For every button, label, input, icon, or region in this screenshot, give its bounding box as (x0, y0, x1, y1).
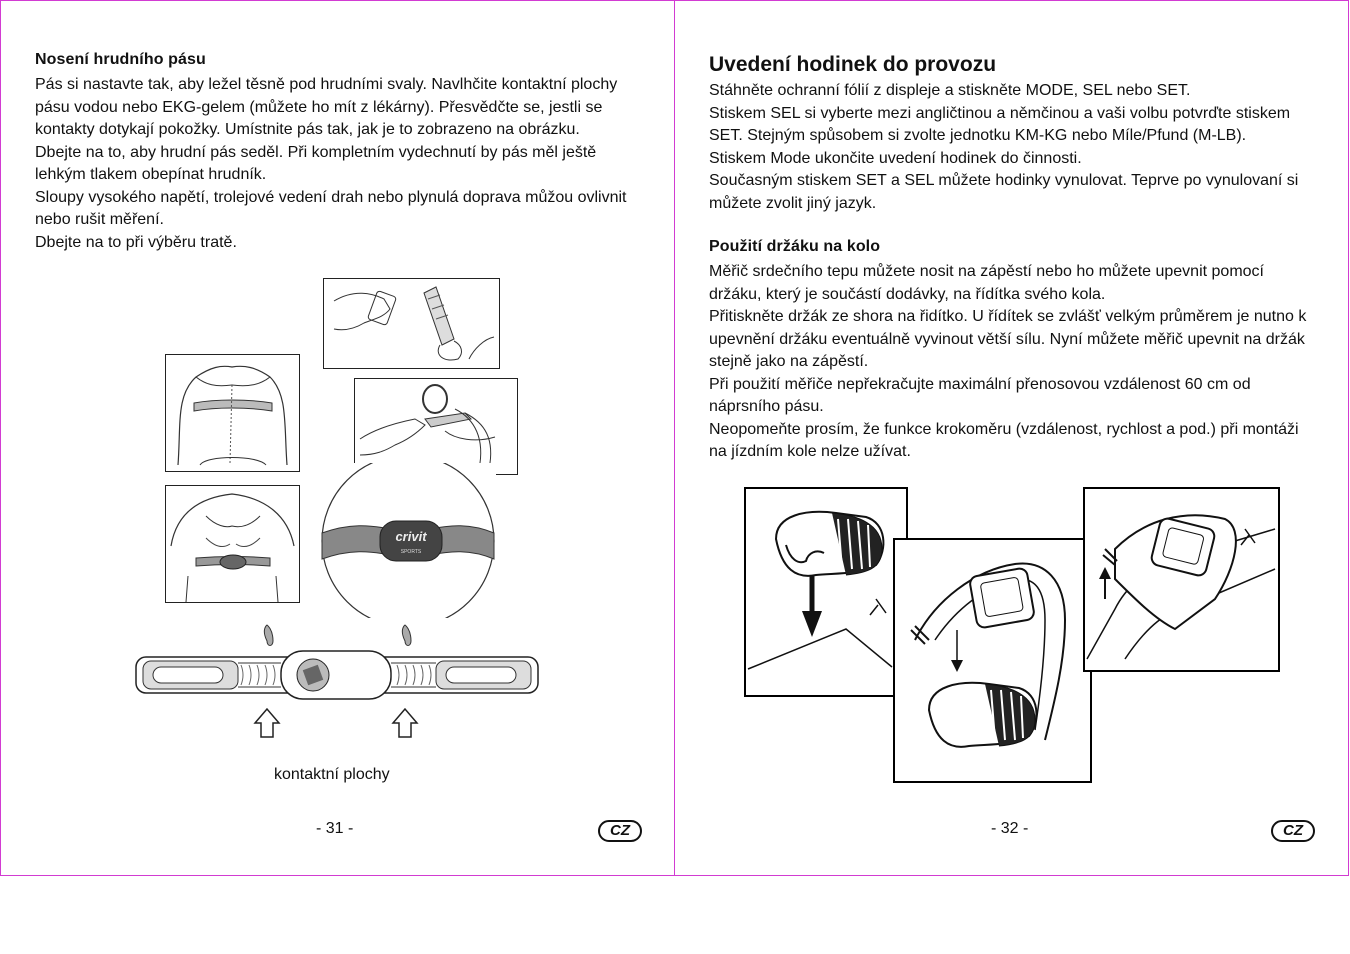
paragraph: Stiskem Mode ukončite uvedení hodinek do činnosti. (709, 149, 1082, 167)
figure-strap-closeup (320, 463, 496, 618)
left-subheading: Nosení hrudního pásu (35, 51, 206, 68)
strap-brand-sub: SPORTS (400, 549, 422, 555)
language-badge: CZ (1271, 820, 1315, 842)
section-heading: Uvedení hodinek do provozu (709, 53, 997, 76)
arrow-up-icon (255, 709, 279, 737)
paragraph: Dbejte na to, aby hrudní pás seděl. Při kompletním vydechnutí by pás měl ještě lehkým tlakem obepínat hrudník. (35, 143, 597, 183)
right-subheading: Použití držáku na kolo (709, 238, 881, 255)
left-body-text (35, 74, 645, 254)
page-number: - 32 - (991, 820, 1029, 837)
figure-mounted-watch (1083, 487, 1280, 672)
paragraph: Stiskem SEL si vyberte mezi angličtinou a němčinou a vaši volbu potvrďte stiskem SET. Stejným spůsobem si zvolte jednotku KM-KG nebo Míle/Pfund (M-LB). (709, 104, 1291, 144)
paragraph: Neopomeňte prosím, že funkce krokoměru (vzdálenost, rychlost a pod.) při montáži na jízdním kole nelze užívat. (709, 420, 1299, 460)
paragraph: Při použití měřiče nepřekračujte maximální přenosovou vzdálenost 60 cm od náprsního pásu. (709, 375, 1251, 415)
water-drop-icon (264, 625, 273, 646)
right-body-text-1 (709, 80, 1319, 215)
water-drop-icon (402, 625, 411, 646)
paragraph: Přitiskněte držák ze shora na řidítko. U řídítek se zvlášť velkým průměrem je nutno k upevnění držáku eventuálně vyvinout větší sílu. Nyní můžete měřič upevnit na držák stejně jako na zápěstí. (709, 308, 1307, 370)
figure-moisten-contacts (323, 278, 500, 369)
arrow-up-icon (393, 709, 417, 737)
figure-watch-onto-holder (893, 538, 1092, 783)
paragraph: Stáhněte ochranní fólií z displeje a stiskněte MODE, SEL nebo SET. (709, 82, 1191, 99)
paragraph: Sloupy vysokého napětí, trolejové vedení drah nebo plynulá doprava můžou ovlivnit nebo rušit měření. (35, 188, 627, 228)
figure-strap-contacts (131, 623, 546, 743)
page-number: - 31 - (316, 820, 354, 837)
paragraph: Pás si nastavte tak, aby ležel těsně pod hrudními svaly. Navlhčite kontaktní plochy pásu vodou nebo EKG-gelem (můžete ho mít z lékárny). Přesvědčte se, jestli se kontakty dotykají pokožky. Umístnite pás tak, jak je to zobrazeno na obrázku. (35, 76, 618, 138)
paragraph: Dbejte na to při výběru tratě. (35, 233, 237, 251)
strap-brand-logo: crivit (395, 529, 427, 544)
language-badge: CZ (598, 820, 642, 842)
figure-attach-transmitter (354, 378, 518, 475)
right-body-text-2 (709, 261, 1319, 464)
figure-strap-back (165, 354, 300, 472)
paragraph: Současným stiskem SET a SEL můžete hodinky vynulovat. Teprve po vynulovaní si můžete zvolit jiný jazyk. (709, 172, 1299, 212)
page-left (0, 0, 675, 876)
page-right (674, 0, 1349, 876)
paragraph: Měřič srdečního tepu můžete nosit na zápěstí nebo ho můžete upevnit pomocí držáku, který je součástí dodávky, na řídítka svého kola. (709, 263, 1264, 303)
figure-caption: kontaktní plochy (274, 766, 390, 783)
figure-strap-front (165, 485, 300, 603)
figure-holder-press (744, 487, 908, 697)
